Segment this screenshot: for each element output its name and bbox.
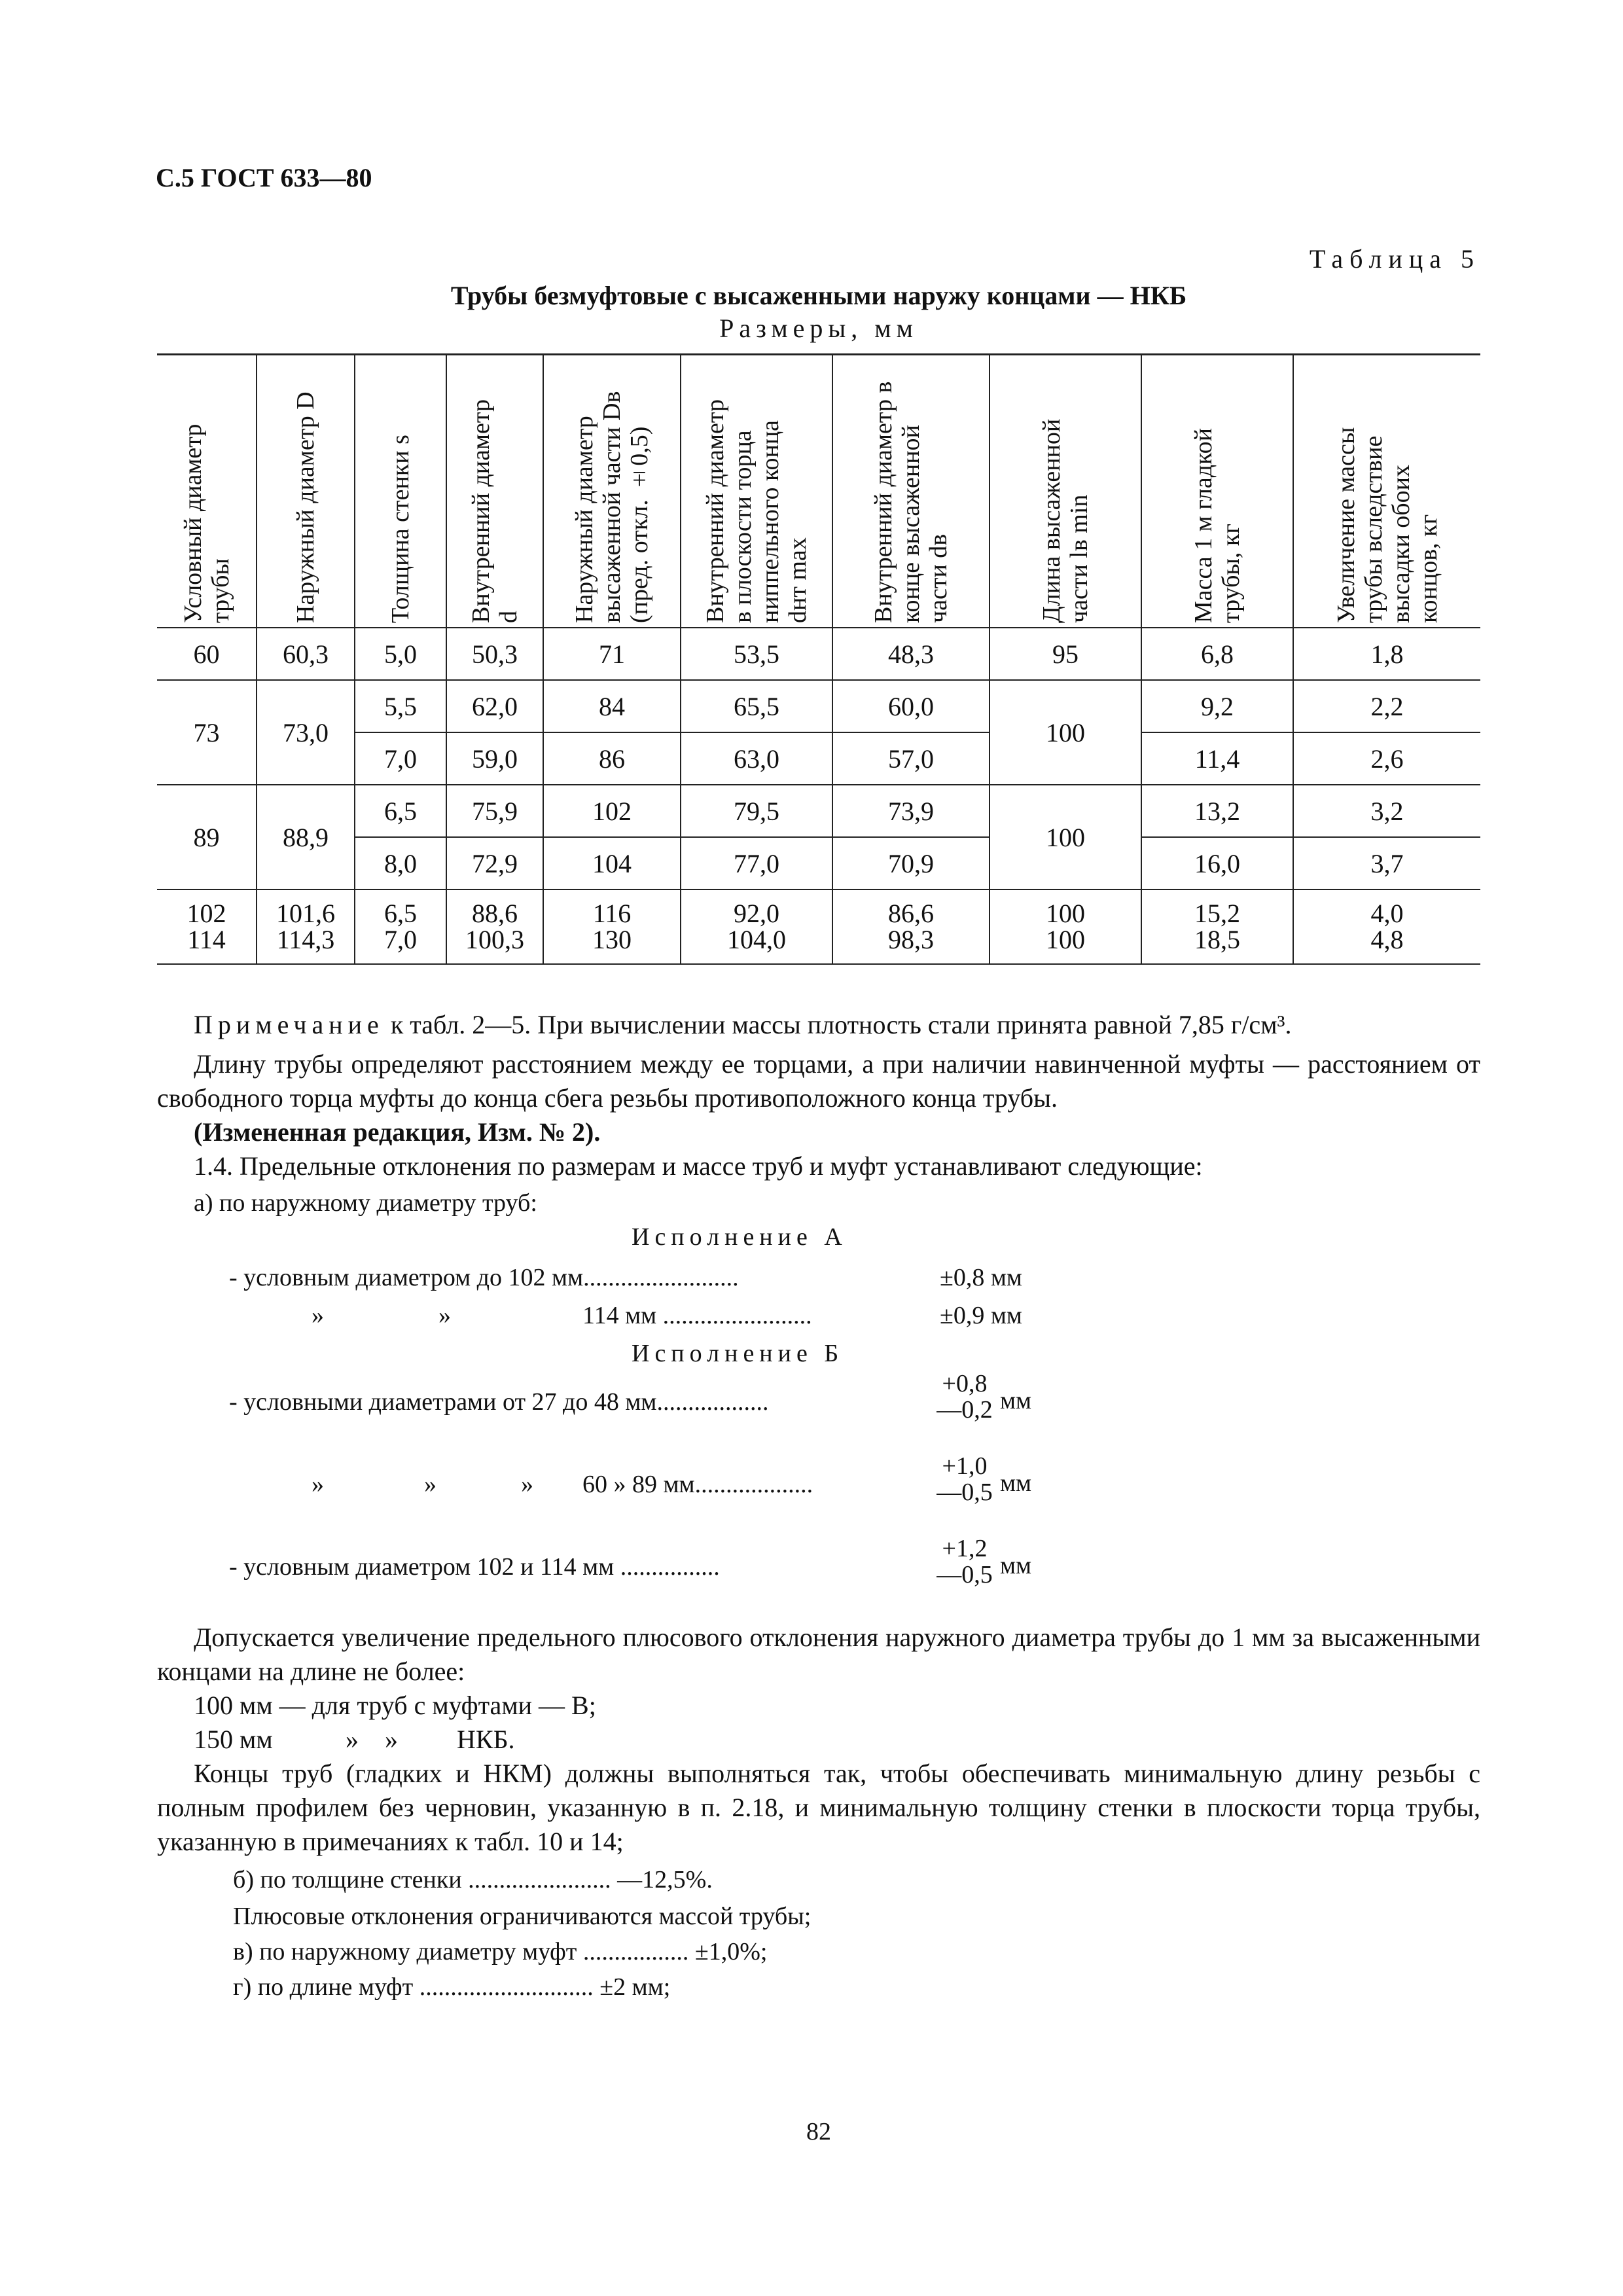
page-header: С.5 ГОСТ 633—80 xyxy=(156,163,372,192)
table-cell: 102 xyxy=(543,785,681,837)
table-cell: 57,0 xyxy=(832,732,990,785)
b2-unit: мм xyxy=(1000,1469,1032,1497)
b1-tolerance xyxy=(932,1371,997,1423)
b3-lower: —0,5 xyxy=(936,1561,993,1588)
table-cell: 88,6 100,3 xyxy=(446,889,543,964)
table-cell: 50,3 xyxy=(446,628,543,680)
pipe-dimensions-table xyxy=(157,353,1480,965)
table-cell: 2,6 xyxy=(1293,732,1480,785)
table-cell: 4,0 4,8 xyxy=(1293,889,1480,964)
ditto-mark: » xyxy=(424,1471,437,1498)
table-cell: 101,6 114,3 xyxy=(257,889,355,964)
paragraph-pipe-ends: Концы труб (гладких и НКМ) должны выполняться так, чтобы обеспечивать минимальную длину резьбы с полным профилем без черновин, указанную в п. 2.18, и минимальную толщину стенки в плоскости торца трубы, указанную в примечаниях к табл. 10 и 14; xyxy=(157,1759,1480,1856)
col-header: Внутренний диаметр d xyxy=(446,355,543,628)
col-header: Внутренний диаметр в плоскости торца ниппельного конца dнт max xyxy=(681,355,832,628)
ditto-mark: » xyxy=(438,1302,451,1329)
paragraph-increase: Допускается увеличение предельного плюсового отклонения наружного диаметра трубы до 1 мм за высаженными концами на длине не более: xyxy=(157,1623,1480,1686)
ditto-mark: » xyxy=(521,1471,533,1498)
table-cell: 3,2 xyxy=(1293,785,1480,837)
paragraph-150mm: 150 мм xyxy=(194,1725,273,1754)
table-cell: 100 100 xyxy=(990,889,1141,964)
execution-b-heading: Исполнение Б xyxy=(632,1340,844,1367)
table-cell: 79,5 xyxy=(681,785,832,837)
col-header: Внутренний диаметр в конце высаженной части dв xyxy=(832,355,990,628)
table-cell: 8,0 xyxy=(355,837,446,889)
b2-tolerance xyxy=(932,1453,997,1505)
table-cell: 6,5 7,0 xyxy=(355,889,446,964)
table-cell: 72,9 xyxy=(446,837,543,889)
execution-a-heading: Исполнение А xyxy=(632,1223,847,1251)
plus-deviation-note: Плюсовые отклонения ограничиваются массой трубы; xyxy=(233,1903,812,1930)
table-cell: 73 xyxy=(157,680,257,785)
b3-upper: +1,2 xyxy=(942,1535,988,1562)
table-cell: 104 xyxy=(543,837,681,889)
b2-label: 60 » 89 мм................... xyxy=(582,1471,813,1498)
table-cell: 2,2 xyxy=(1293,680,1480,732)
table-cell: 92,0 104,0 xyxy=(681,889,832,964)
table-cell: 88,9 xyxy=(257,785,355,889)
table-row xyxy=(157,889,1480,964)
table-cell: 16,0 xyxy=(1141,837,1293,889)
table-cell: 6,5 xyxy=(355,785,446,837)
table-cell: 65,5 xyxy=(681,680,832,732)
col-header: Длина высаженной части lв min xyxy=(990,355,1141,628)
table-cell: 13,2 xyxy=(1141,785,1293,837)
paragraph-nkb: НКБ. xyxy=(457,1725,515,1754)
table-cell: 102 114 xyxy=(157,889,257,964)
table-cell: 3,7 xyxy=(1293,837,1480,889)
table-cell: 7,0 xyxy=(355,732,446,785)
paragraph-1-4: 1.4. Предельные отклонения по размерам и массе труб и муфт устанавливают следующие: xyxy=(194,1151,1203,1181)
table-cell: 75,9 xyxy=(446,785,543,837)
a2-value: ±0,9 мм xyxy=(940,1302,1022,1329)
note-text: к табл. 2—5. При вычислении массы плотность стали принята равной 7,85 г/см³. xyxy=(390,1010,1292,1039)
col-header: Условный диаметр трубы xyxy=(157,355,257,628)
table-cell: 86,6 98,3 xyxy=(832,889,990,964)
b1-lower: —0,2 xyxy=(936,1396,993,1424)
table-cell: 15,2 18,5 xyxy=(1141,889,1293,964)
table-cell: 48,3 xyxy=(832,628,990,680)
table-cell: 59,0 xyxy=(446,732,543,785)
item-a: а) по наружному диаметру труб: xyxy=(194,1189,537,1217)
b2-upper: +1,0 xyxy=(942,1452,988,1480)
table-cell: 6,8 xyxy=(1141,628,1293,680)
table-cell: 11,4 xyxy=(1141,732,1293,785)
b2-lower: —0,5 xyxy=(936,1479,993,1506)
table-cell: 100 xyxy=(990,680,1141,785)
table-cell: 100 xyxy=(990,785,1141,889)
table-cell: 60,3 xyxy=(257,628,355,680)
table-cell: 62,0 xyxy=(446,680,543,732)
a2-label: 114 мм ........................ xyxy=(582,1302,812,1329)
col-header: Масса 1 м гладкой трубы, кг xyxy=(1141,355,1293,628)
item-b: б) по толщине стенки ....................... —12,5%. xyxy=(233,1866,713,1893)
a1-label: - условным диаметром до 102 мм......................... xyxy=(229,1264,739,1291)
table-cell: 84 xyxy=(543,680,681,732)
table-cell: 89 xyxy=(157,785,257,889)
b3-unit: мм xyxy=(1000,1552,1032,1579)
table-row xyxy=(157,732,1480,785)
table-row xyxy=(157,837,1480,889)
ditto-mark: » xyxy=(312,1471,324,1498)
table-note xyxy=(194,1008,1480,1042)
table-cell: 73,9 xyxy=(832,785,990,837)
table-cell: 9,2 xyxy=(1141,680,1293,732)
table-cell: 63,0 xyxy=(681,732,832,785)
a1-value: ±0,8 мм xyxy=(940,1264,1022,1291)
b1-unit: мм xyxy=(1000,1387,1032,1414)
table-row xyxy=(157,628,1480,680)
table-units: Размеры, мм xyxy=(719,314,918,343)
col-header: Наружный диаметр высаженной части Dв (пред. откл. ±0,5) xyxy=(543,355,681,628)
table-cell: 53,5 xyxy=(681,628,832,680)
table-cell: 77,0 xyxy=(681,837,832,889)
table-cell: 60 xyxy=(157,628,257,680)
table-row xyxy=(157,680,1480,732)
table-cell: 71 xyxy=(543,628,681,680)
col-header: Наружный диаметр D xyxy=(257,355,355,628)
ditto-mark: » xyxy=(312,1302,324,1329)
table-cell: 5,5 xyxy=(355,680,446,732)
page-number: 82 xyxy=(806,2118,831,2145)
b1-label: - условными диаметрами от 27 до 48 мм.................. xyxy=(229,1388,769,1416)
col-header: Увеличение массы трубы вследствие высадки обоих концов, кг xyxy=(1293,355,1480,628)
paragraph-100mm: 100 мм — для труб с муфтами — В; xyxy=(194,1691,596,1720)
ditto-marks: » » xyxy=(346,1725,398,1754)
col-header: Толщина стенки s xyxy=(355,355,446,628)
table-cell: 73,0 xyxy=(257,680,355,785)
b3-label: - условным диаметром 102 и 114 мм ................ xyxy=(229,1553,720,1581)
b1-upper: +0,8 xyxy=(942,1370,988,1397)
table-cell: 95 xyxy=(990,628,1141,680)
item-v: в) по наружному диаметру муфт ................. ±1,0%; xyxy=(233,1938,768,1965)
table-title: Трубы безмуфтовые с высаженными наружу концами — НКБ xyxy=(450,281,1187,310)
b3-tolerance xyxy=(932,1535,997,1588)
table-cell: 116 130 xyxy=(543,889,681,964)
item-g: г) по длине муфт ............................ ±2 мм; xyxy=(233,1973,671,2001)
table-row xyxy=(157,785,1480,837)
note-label: Примечание xyxy=(194,1010,384,1039)
table-label: Таблица 5 xyxy=(1309,244,1480,274)
table-cell: 86 xyxy=(543,732,681,785)
table-cell: 70,9 xyxy=(832,837,990,889)
amendment-note: (Измененная редакция, Изм. № 2). xyxy=(194,1117,601,1147)
paragraph-length: Длину трубы определяют расстоянием между ее торцами, а при наличии навинченной муфты — расстоянием от свободного торца муфты до конца сбега резьбы противоположного конца трубы. xyxy=(157,1049,1480,1113)
table-cell: 5,0 xyxy=(355,628,446,680)
table-cell: 1,8 xyxy=(1293,628,1480,680)
table-header-row xyxy=(157,355,1480,628)
table-cell: 60,0 xyxy=(832,680,990,732)
